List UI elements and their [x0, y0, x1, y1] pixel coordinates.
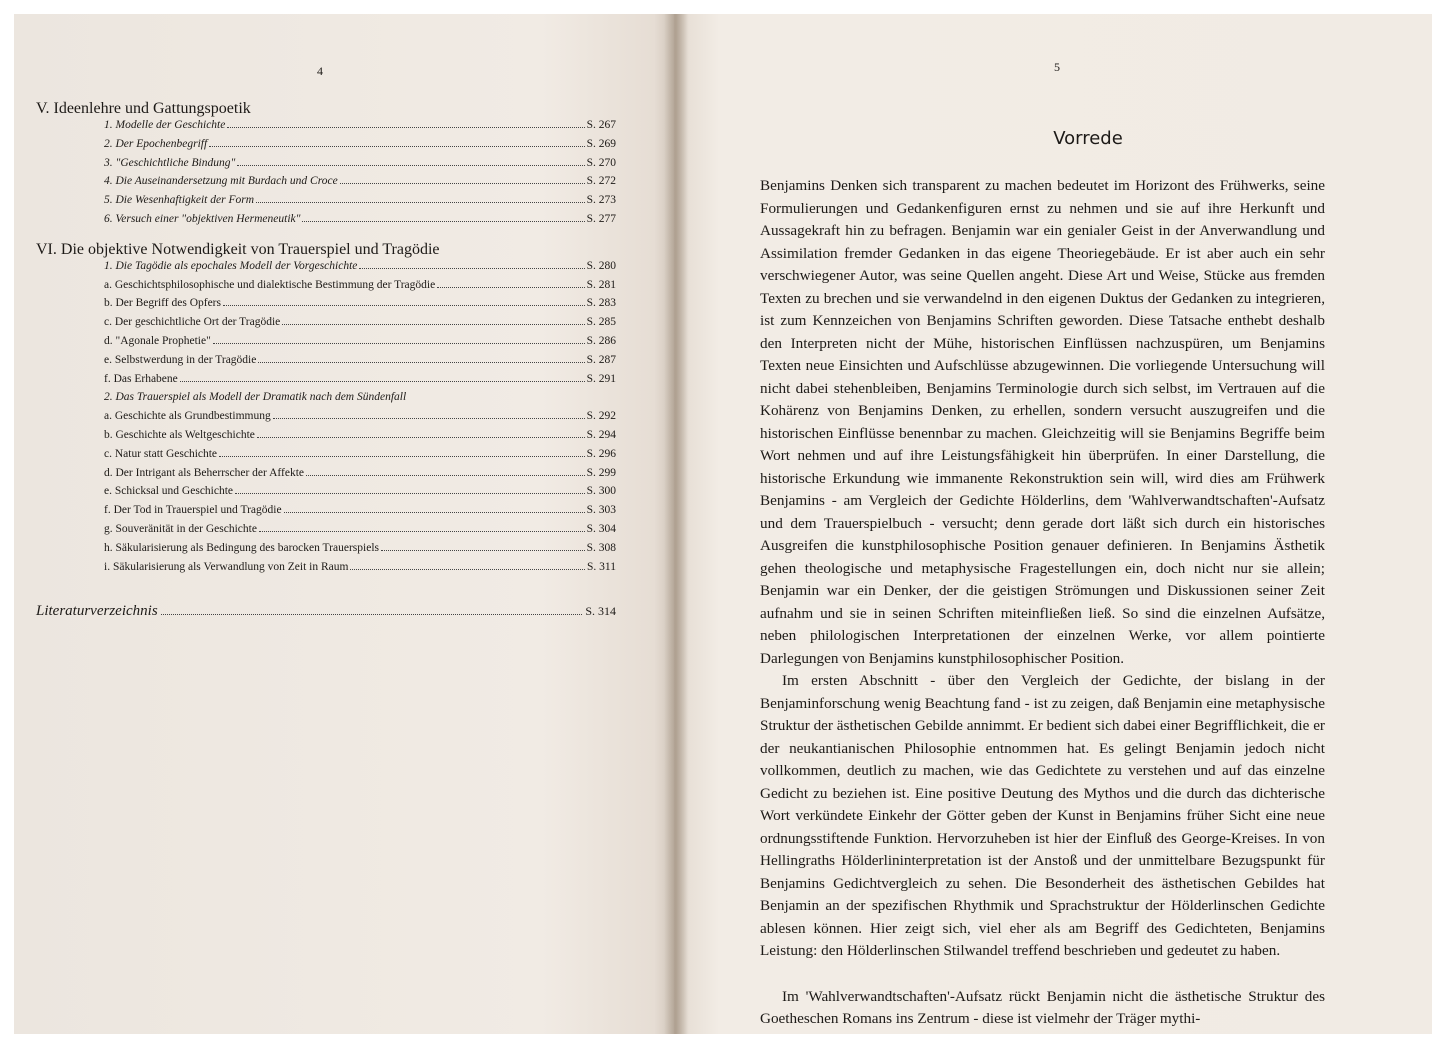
toc-entry-title: i. Säkularisierung als Verwandlung von Zeit in Raum	[104, 560, 349, 573]
dot-leader	[302, 221, 584, 222]
dot-leader	[235, 493, 585, 494]
toc-entry-page: S. 294	[586, 428, 616, 441]
toc-entry-page: S. 304	[586, 522, 616, 535]
dot-leader	[259, 531, 585, 532]
toc-entry	[104, 485, 616, 504]
toc-entry-title: d. "Agonale Prophetie"	[104, 334, 211, 347]
toc-entry-title: g. Souveränität in der Geschichte	[104, 522, 257, 535]
toc-entry-title: 6. Versuch einer "objektiven Hermeneutik"	[104, 212, 301, 225]
toc-entry-page: S. 273	[586, 194, 616, 207]
book-gutter	[664, 14, 688, 1034]
toc-entry	[104, 448, 616, 467]
toc-entry-title: b. Geschichte als Weltgeschichte	[104, 428, 255, 441]
dot-leader	[258, 362, 584, 363]
section-title: V. Ideenlehre und Gattungspoetik	[36, 100, 251, 117]
toc-entry	[104, 335, 616, 354]
toc-entry	[104, 504, 616, 523]
toc-entry-title: 3. "Geschichtliche Bindung"	[104, 156, 236, 169]
dot-leader	[284, 512, 585, 513]
toc-entry-page: S. 286	[586, 334, 616, 347]
left-page	[14, 14, 674, 1034]
dot-leader	[381, 550, 585, 551]
dot-leader	[223, 305, 585, 306]
toc-entry-title: 1. Modelle der Geschichte	[104, 119, 226, 131]
toc-entry	[104, 260, 616, 279]
dot-leader	[306, 475, 585, 476]
toc-literature-entry	[36, 603, 616, 620]
dot-leader	[257, 437, 585, 438]
left-page-number: 4	[317, 64, 323, 78]
toc-entry-page: S. 299	[586, 466, 616, 479]
section-title: VI. Die objektive Notwendigkeit von Trauerspiel und Tragödie	[36, 240, 440, 258]
paragraph: Im 'Wahlverwandtschaften'-Aufsatz rückt Benjamin nicht die ästhetische Struktur des Goetheschen Romans ins Zentrum - diese ist vielmehr der Träger mythi-	[760, 987, 1325, 1027]
toc-entry-title: e. Schicksal und Geschichte	[104, 485, 234, 498]
dot-leader	[437, 287, 584, 288]
toc-entry-title: a. Geschichtsphilosophische und dialektische Bestimmung der Tragödie	[104, 278, 436, 291]
toc-entry	[104, 391, 616, 410]
toc-entry-page: S. 269	[586, 137, 616, 150]
dot-leader	[219, 456, 585, 457]
dot-leader	[161, 614, 583, 615]
section-entries	[104, 119, 616, 232]
toc-entry-page: S. 296	[586, 447, 616, 460]
dot-leader	[273, 418, 585, 419]
toc-entry-page: S. 291	[586, 372, 616, 385]
toc-entry-page: S. 280	[586, 259, 616, 272]
toc-entry-page: S. 292	[586, 410, 616, 423]
toc-entry-title: c. Der geschichtliche Ort der Tragödie	[104, 316, 281, 329]
toc-entry-page: S. 277	[586, 212, 616, 225]
toc-entry-title: h. Säkularisierung als Bedingung des barocken Trauerspiels	[104, 541, 379, 554]
dot-leader	[237, 165, 584, 166]
toc-entry-page: S. 300	[586, 485, 616, 498]
toc-entry	[104, 373, 616, 392]
toc-entry	[104, 354, 616, 373]
dot-leader	[359, 268, 584, 269]
toc-entry	[104, 542, 616, 561]
toc-entry-title: d. Der Intrigant als Beherrscher der Affekte	[104, 466, 304, 479]
toc-entry-title: f. Das Erhabene	[104, 372, 178, 385]
toc-entry-page: S. 311	[587, 560, 616, 573]
dot-leader	[180, 381, 585, 382]
toc-entry-title: b. Der Begriff des Opfers	[104, 297, 221, 310]
toc-entry	[104, 157, 616, 176]
toc-entry	[104, 467, 616, 486]
toc-entry-title: f. Der Tod in Trauerspiel und Tragödie	[104, 504, 282, 517]
dot-leader	[213, 343, 585, 344]
paragraph: Im ersten Abschnitt - über den Vergleich der Gedichte, der bislang in der Benjaminforschung wenig Beachtung fand - ist zu zeigen, daß Benjamin eine metaphysische Struktur der ästhetischen Gebilde annimmt. Er bedient sich dabei einer Begrifflichkeit, die er der neukantianischen Philosophie entnommen hat. Es gelingt Benjamin jedoch nicht vollkommen, deutlich zu machen, wie das Gedichtete zu verstehen und auf das einzelne Gedicht zu beziehen ist. Eine positive Deutung des Mythos und die durch das dichterische Wort verkündete Einkehr der Götter geben der Kunst in Benjamins früher Sicht eine neue ordnungsstiftende Funktion. Hervorzuheben ist hier der Einfluß des George-Kreises. In von Hellingraths Hölderlininterpretation ist der Anstoß und der unmittelbare Bezugspunkt für Benjamins Gedichtvergleich zu sehen. Die Besonderheit des ästhetischen Gebildes hat Benjamin an der spezifischen Rhythmik und Sprachstruktur der Hölderlinschen Gedichte ablesen können. Hier zeigt sich, viel eher als am Begriff des Gedichteten, Benjamins Leistung: den Hölderlinschen Stilwandel treffend beschrieben und gedeutet zu haben.	[760, 672, 1325, 959]
toc-entry-title: c. Natur statt Geschichte	[104, 447, 218, 460]
toc-entry	[104, 410, 616, 429]
dot-leader	[256, 202, 585, 203]
toc-entry	[104, 297, 616, 316]
literature-page: S. 314	[585, 604, 616, 619]
paragraph: Benjamins Denken sich transparent zu machen bedeutet im Horizont des Frühwerks, seine Formulierungen und Gedankenfiguren ernst zu nehmen und sie auf ihre Herkunft und Aussagekraft hin zu befragen. Benjamin war ein genialer Geist in der Anverwandlung und Assimilation fremder Gedanken in das eigene Theoriegebäude. Er ist aber auch ein sehr verschwiegener Autor, was seine Quellen angeht. Diese Art und Weise, Stücke aus fremden Texten zu brechen und sie verwandelnd in den eigenen Duktus der Gedanken zu integrieren, ist zum Kennzeichen von Benjamins Schriften geworden. Diese Tatsache enthebt deshalb den Interpreten nicht der Mühe, historischen Einflüssen nachzuspüren, um Benjamins Texten neue Einsichten und Aufschlüsse abzugewinnen. Die vorliegende Untersuchung will nicht dabei stehenbleiben, Benjamins Terminologie durch sich selbst, im Vertrauen auf die Kohärenz von Benjamins Denken, zu erhellen, sondern versucht auszugreifen und die historischen Einflüsse benennbar zu machen. Gleichzeitig will sie Benjamins Begriffe beim Wort nehmen und auf ihre Leistungsfähigkeit hin überprüfen. In einer Darstellung, die historische Erkundung wie immanente Rekonstruktion sein will, wird dies am Frühwerk Benjamins - am Vergleich der Gedichte Hölderlins, dem 'Wahlverwandtschaften'-Aufsatz und dem Trauerspielbuch - versucht; denn gerade dort läßt sich durch ein historisches Ausgreifen die kunstphilosophische Position genauer definieren. In Benjamins Ästhetik gehen theologische und metaphysische Fragestellungen ein, doch nicht nur sie allein; Benjamin war ein Denker, der die geistigen Strömungen und Diskussionen seiner Zeit aufnahm und sie in seinen Schriften miteinfließen ließ. So sind die einzelnen Aufsätze, neben philologischen Interpretationen der einzelnen Werke, vor allem pointierte Darlegungen von Benjamins kunstphilosophischer Position.	[760, 177, 1325, 667]
toc-entry	[104, 523, 616, 542]
table-of-contents	[36, 99, 616, 620]
toc-entry-title: 5. Die Wesenhaftigkeit der Form	[104, 194, 255, 207]
dot-leader	[227, 127, 584, 128]
toc-entry-page: S. 283	[586, 297, 616, 310]
toc-entry	[104, 194, 616, 213]
toc-entry	[104, 279, 616, 298]
toc-entry	[104, 175, 616, 194]
toc-entry-title: 4. Die Auseinandersetzung mit Burdach und Croce	[104, 175, 338, 188]
body-text	[760, 175, 1325, 1031]
toc-entry-page: S. 285	[586, 316, 616, 329]
right-page-number: 5	[1054, 60, 1060, 74]
toc-entry-title: a. Geschichte als Grundbestimmung	[104, 410, 271, 423]
toc-entry-page: S. 267	[586, 119, 616, 131]
toc-entry-page: S. 272	[586, 175, 616, 188]
chapter-title: Vorrede	[1053, 128, 1123, 149]
toc-entry-page: S. 281	[586, 278, 616, 291]
dot-leader	[209, 146, 584, 147]
toc-entry	[104, 119, 616, 138]
toc-entry-page: S. 308	[586, 541, 616, 554]
toc-entry-title: 2. Das Trauerspiel als Modell der Dramatik nach dem Sündenfall	[104, 391, 407, 404]
literature-title: Literaturverzeichnis	[36, 603, 158, 620]
dot-leader	[282, 324, 584, 325]
toc-entry	[104, 213, 616, 232]
toc-entry	[104, 316, 616, 335]
toc-entry-title: 1. Die Tagödie als epochales Modell der Vorgeschichte	[104, 259, 358, 272]
dot-leader	[350, 569, 585, 570]
toc-entry-title: e. Selbstwerdung in der Tragödie	[104, 353, 257, 366]
toc-entry-page: S. 270	[586, 156, 616, 169]
toc-entry-page: S. 287	[586, 353, 616, 366]
toc-entry	[104, 429, 616, 448]
dot-leader	[340, 183, 585, 184]
section-entries	[104, 260, 616, 580]
toc-entry	[104, 561, 616, 580]
toc-entry-title: 2. Der Epochenbegriff	[104, 137, 208, 150]
toc-entry-page: S. 303	[586, 504, 616, 517]
toc-entry	[104, 138, 616, 157]
